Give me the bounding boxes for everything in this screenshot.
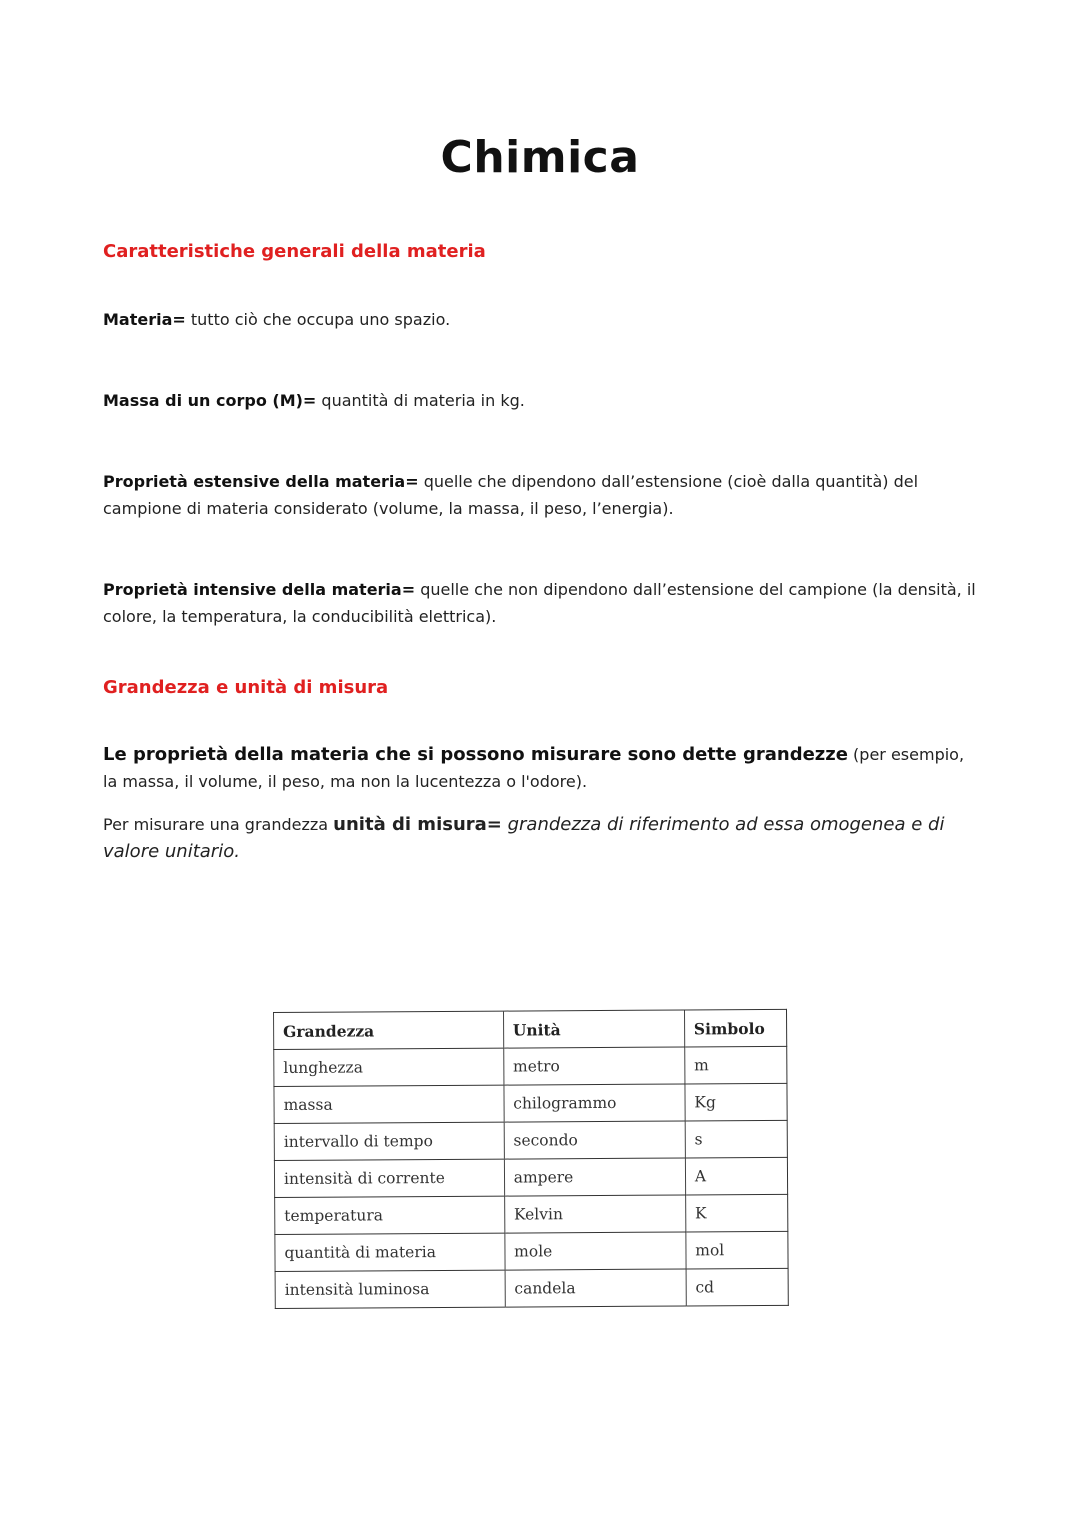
term-unita-misura: unità di misura=: [333, 814, 502, 835]
units-table: [273, 1009, 789, 1309]
cell-simbolo: A: [685, 1157, 787, 1195]
definition-proprieta-intensive: [103, 576, 983, 630]
term-massa: Massa di un corpo (M)=: [103, 391, 317, 410]
cell-grandezza: quantità di materia: [275, 1233, 505, 1271]
cell-grandezza: intensità luminosa: [275, 1270, 505, 1308]
table-row: [274, 1157, 787, 1197]
definition-text: tutto ciò che occupa uno spazio.: [185, 310, 451, 329]
section-heading-grandezza: Grandezza e unità di misura: [103, 677, 389, 698]
term-materia: Materia=: [103, 310, 186, 329]
table-row: [274, 1120, 787, 1160]
cell-unita: secondo: [504, 1121, 685, 1159]
paragraph-grandezze: [103, 741, 983, 795]
cell-simbolo: m: [685, 1046, 787, 1084]
cell-unita: candela: [505, 1269, 686, 1307]
cell-simbolo: s: [685, 1120, 787, 1158]
table-row: [275, 1268, 788, 1308]
cell-simbolo: Kg: [685, 1083, 787, 1121]
cell-unita: chilogrammo: [504, 1084, 685, 1122]
cell-simbolo: K: [685, 1194, 787, 1232]
column-header-simbolo: Simbolo: [684, 1009, 786, 1047]
definition-text: grandezza di riferimento ad essa omogenea e di valore unitario.: [103, 814, 945, 862]
cell-unita: Kelvin: [504, 1195, 685, 1233]
table-row: [275, 1194, 788, 1234]
table-row: [274, 1046, 787, 1086]
cell-unita: ampere: [504, 1158, 685, 1196]
definition-text: quelle che non dipendono dall’estensione del campione (la densità, il colore, la temperatura, la conducibilità elettrica).: [103, 580, 976, 626]
definition-text: quantità di materia in kg.: [316, 391, 525, 410]
cell-grandezza: intervallo di tempo: [274, 1122, 504, 1160]
table-header-row: [274, 1009, 787, 1049]
definition-massa: [103, 387, 983, 414]
table-row: [275, 1231, 788, 1271]
definition-text: quelle che dipendono dall’estensione (cioè dalla quantità) del campione di materia considerato (volume, la massa, il peso, l’energia).: [103, 472, 919, 518]
section-heading-materia: Caratteristiche generali della materia: [103, 241, 486, 262]
cell-grandezza: temperatura: [275, 1196, 505, 1234]
cell-grandezza: intensità di corrente: [274, 1159, 504, 1197]
cell-grandezza: massa: [274, 1085, 504, 1123]
cell-unita: metro: [503, 1047, 684, 1085]
cell-simbolo: mol: [686, 1231, 788, 1269]
definition-proprieta-estensive: [103, 468, 983, 522]
column-header-unita: Unità: [503, 1010, 684, 1048]
term-proprieta-estensive: Proprietà estensive della materia=: [103, 472, 419, 491]
cell-unita: mole: [505, 1232, 686, 1270]
table-row: [274, 1083, 787, 1123]
cell-grandezza: lunghezza: [274, 1048, 504, 1086]
definition-unita-misura: [103, 811, 983, 865]
page-title: Chimica: [440, 132, 640, 183]
paragraph-lead: Per misurare una grandezza: [103, 815, 334, 834]
term-grandezze: Le proprietà della materia che si possono misurare sono dette grandezze: [103, 744, 848, 765]
column-header-grandezza: Grandezza: [274, 1011, 504, 1049]
paragraph-text: (per esempio, la massa, il volume, il peso, ma non la lucentezza o l'odore).: [103, 745, 965, 791]
definition-materia: [103, 306, 983, 333]
cell-simbolo: cd: [686, 1268, 788, 1306]
term-proprieta-intensive: Proprietà intensive della materia=: [103, 580, 416, 599]
